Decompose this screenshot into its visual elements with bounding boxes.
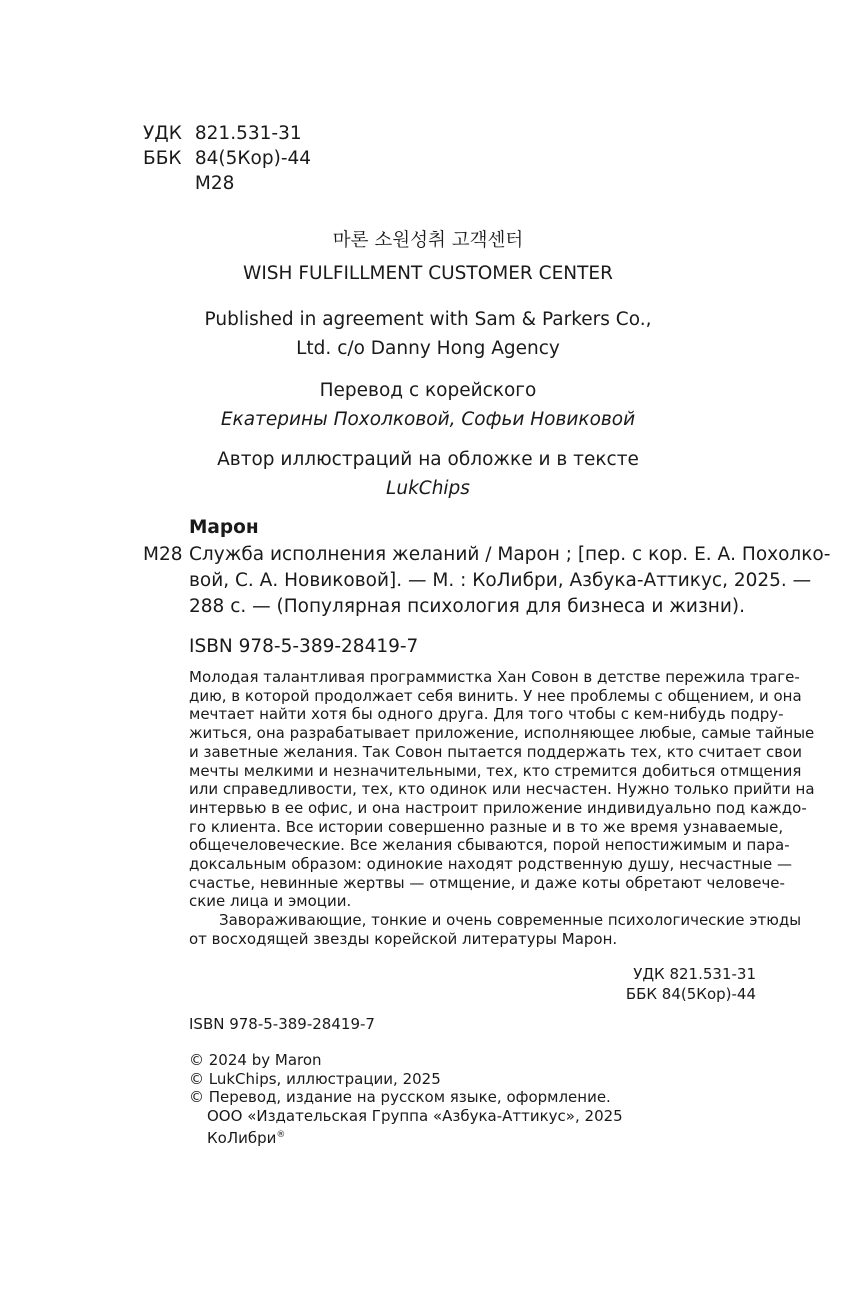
footer-udk: УДК 821.531-31 bbox=[633, 965, 756, 983]
author-mark-row bbox=[143, 171, 311, 196]
annotation-line: счастье, невинные жертвы — отмщение, и даже коты обретают человече- bbox=[189, 873, 785, 892]
copyright-line: © LukChips, иллюстрации, 2025 bbox=[189, 1069, 441, 1088]
udk-row bbox=[143, 121, 311, 146]
copyright-line: © 2024 by Maron bbox=[189, 1051, 322, 1069]
annotation-line: от восходящей звезды корейской литературы Марон. bbox=[189, 929, 618, 948]
annotation-line: Молодая талантливая программистка Хан Совон в детстве пережила траге- bbox=[189, 668, 800, 686]
annotation-line: доксальным образом: одинокие находят родственную душу, несчастные — bbox=[189, 855, 793, 874]
annotation-line: ские лица и эмоции. bbox=[189, 892, 352, 911]
illustrations-block bbox=[0, 445, 856, 503]
title-english: WISH FULFILLMENT CUSTOMER CENTER bbox=[243, 263, 613, 284]
bib-line: 288 с. — (Популярная психология для бизнеса и жизни). bbox=[189, 596, 745, 617]
annotation-line: мечтает найти хотя бы одного друга. Для того чтобы с кем-нибудь подру- bbox=[189, 705, 784, 724]
publisher-name: КоЛибри bbox=[207, 1128, 277, 1147]
copyright-line: ООО «Издательская Группа «Азбука-Аттикус», 2025 bbox=[207, 1107, 623, 1126]
annotation-line: мечты мелкими и незначительными, тех, кто стремится добиться отмщения bbox=[189, 761, 802, 780]
annotation-line: интервью в ее офис, и она настроит приложение индивидуально под каждо- bbox=[189, 798, 807, 817]
annotation-line: или справедливости, тех, кто одинок или несчастен. Нужно только прийти на bbox=[189, 780, 815, 799]
bib-line: вой, С. А. Новиковой]. — М. : КоЛибри, Азбука-Аттикус, 2025. — bbox=[189, 570, 812, 591]
translation-block bbox=[0, 376, 856, 434]
footer-codes bbox=[600, 964, 756, 1004]
udk-label: УДК bbox=[143, 123, 182, 144]
title-korean: 마론 소원성취 고객센터 bbox=[332, 230, 524, 251]
illustrations-label: Автор иллюстраций на обложке и в тексте bbox=[217, 449, 639, 470]
bbk-label: ББК bbox=[143, 148, 182, 169]
isbn-bottom: ISBN 978-5-389-28419-7 bbox=[189, 1015, 375, 1033]
bib-line: Служба исполнения желаний / Марон ; [пер. с кор. Е. А. Похолко- bbox=[189, 544, 831, 565]
annotation-line: и заветные желания. Так Совон пытается поддержать тех, кто считает свои bbox=[189, 742, 802, 761]
annotation-line: общечеловеческие. Все желания сбываются, порой непостижимым и пара- bbox=[189, 836, 790, 855]
copyright-line: © Перевод, издание на русском языке, оформление. bbox=[189, 1088, 611, 1107]
agreement-line-1: Published in agreement with Sam & Parkers Co., bbox=[204, 309, 652, 330]
classification-codes bbox=[143, 121, 311, 196]
bbk-row bbox=[143, 146, 311, 171]
original-title-block bbox=[0, 226, 856, 288]
bib-author: Марон bbox=[189, 517, 259, 538]
annotation-line: житься, она разрабатывает приложение, исполняющее любые, самые тайные bbox=[189, 724, 815, 743]
copyright-line-publisher bbox=[189, 1126, 623, 1148]
annotation-line: дию, в которой продолжает себя винить. У нее проблемы с общением, и она bbox=[189, 686, 802, 705]
annotation-line: Завораживающие, тонкие и очень современные психологические этюды bbox=[219, 911, 802, 930]
copyright-block bbox=[189, 1051, 623, 1148]
bbk-value: 84(5Кор)-44 bbox=[194, 148, 312, 169]
bib-isbn: ISBN 978-5-389-28419-7 bbox=[189, 636, 419, 657]
agreement-block bbox=[0, 305, 856, 363]
registered-mark: ® bbox=[276, 1129, 286, 1140]
illustrator-name: LukChips bbox=[386, 478, 470, 499]
author-mark: М28 bbox=[194, 173, 235, 194]
annotation bbox=[189, 668, 815, 949]
agreement-line-2: Ltd. c/o Danny Hong Agency bbox=[296, 338, 560, 359]
bib-author-mark: М28 bbox=[143, 544, 183, 565]
udk-value: 821.531-31 bbox=[194, 123, 302, 144]
annotation-line: го клиента. Все истории совершенно разные и в то же время узнаваемые, bbox=[189, 817, 784, 836]
bibliographic-entry bbox=[189, 542, 831, 620]
translator-names: Екатерины Похолковой, Софьи Новиковой bbox=[220, 409, 636, 430]
footer-bbk: ББК 84(5Кор)-44 bbox=[625, 985, 756, 1003]
translation-label: Перевод с корейского bbox=[319, 380, 537, 401]
